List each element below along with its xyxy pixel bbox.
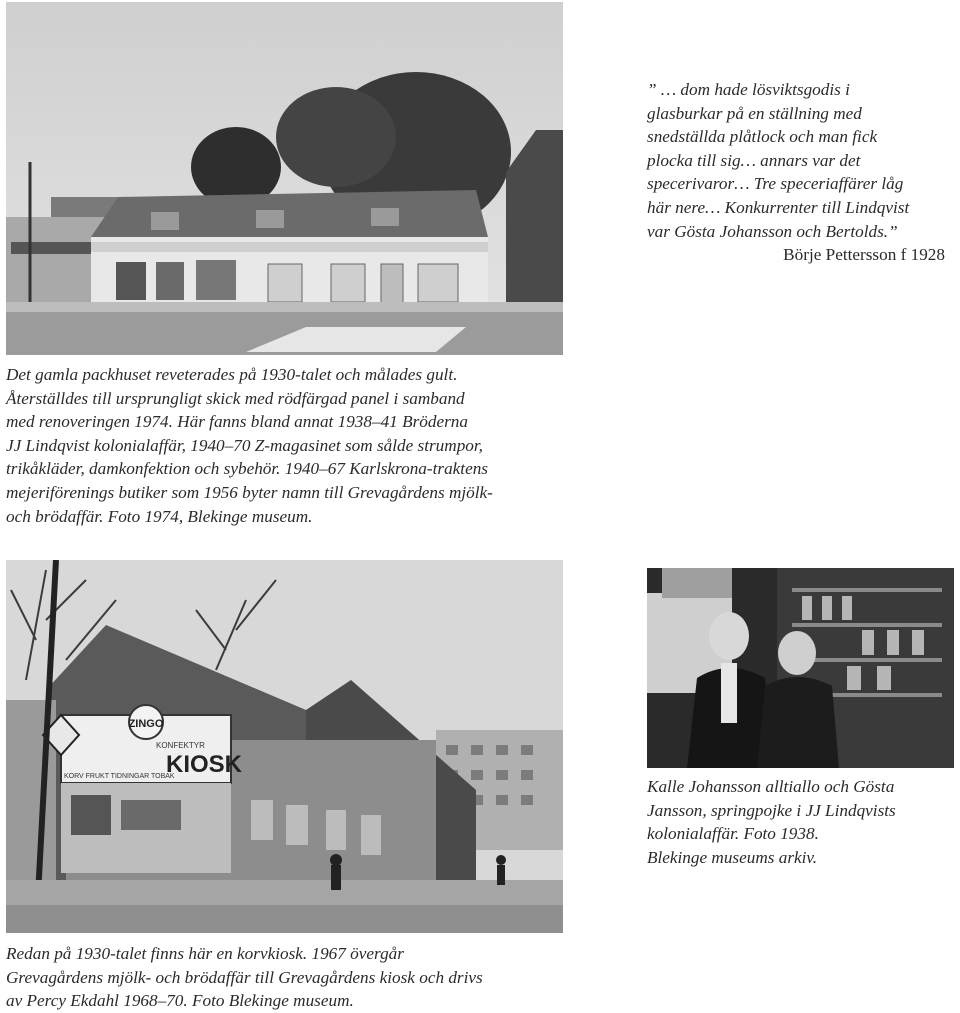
caption-line: med renoveringen 1974. Här fanns bland annat 1938–41 Bröderna xyxy=(6,412,468,432)
quote-block xyxy=(647,78,947,267)
caption-line: Blekinge museums arkiv. xyxy=(647,847,818,867)
caption-line: Jansson, springpojke i JJ Lindqvists xyxy=(647,800,896,820)
quote-author: Börje Pettersson f 1928 xyxy=(783,245,945,265)
quote-line: specerivaror… Tre speceriaffärer låg xyxy=(647,174,904,194)
sign-kiosk: KIOSK xyxy=(166,751,243,778)
caption-line: och brödaffär. Foto 1974, Blekinge museum. xyxy=(6,506,313,526)
caption-line: Återställdes till ursprungligt skick med rödfärgad panel i samband xyxy=(6,388,465,408)
caption-korvkiosk xyxy=(6,942,566,1013)
caption-line: Redan på 1930-talet finns här en korvkiosk. 1967 övergår xyxy=(6,944,404,963)
photo-packhuset-1974 xyxy=(6,2,563,355)
caption-line: av Percy Ekdahl 1968–70. Foto Blekinge museum. xyxy=(6,991,354,1011)
quote-line: var Gösta Johansson och Bertolds.” xyxy=(647,221,898,241)
photo-korvkiosk xyxy=(6,560,563,933)
quote-line: glasburkar på en ställning med xyxy=(647,103,862,123)
quote-line: snedställda plåtlock och man fick xyxy=(647,127,878,147)
caption-line: Det gamla packhuset reveterades på 1930-talet och målades gult. xyxy=(6,365,458,384)
quote-line: plocka till sig… annars var det xyxy=(647,150,861,170)
caption-line: kolonialaffär. Foto 1938. xyxy=(647,824,819,844)
quote-line: här nere… Konkurrenter till Lindqvist xyxy=(647,197,910,217)
caption-two-men xyxy=(647,775,957,869)
caption-line: mejeriförenings butiker som 1956 byter namn till Grevagårdens mjölk- xyxy=(6,482,493,502)
caption-line: JJ Lindqvist kolonialaffär, 1940–70 Z-magasinet som sålde strumpor, xyxy=(6,435,483,455)
sign-kiosk-bottom-row: KORV FRUKT TIDNINGAR TOBAK xyxy=(64,773,175,780)
sign-zingo: ZINGO xyxy=(128,718,164,730)
sign-konfektyr: KONFEKTYR xyxy=(156,741,205,750)
caption-top-photo xyxy=(6,363,566,528)
caption-line: trikåkläder, damkonfektion och sybehör. 1940–67 Karlskrona-traktens xyxy=(6,459,488,479)
caption-line: Grevagårdens mjölk- och brödaffär till Grevagårdens kiosk och drivs xyxy=(6,967,483,987)
quote-line: ” … dom hade lösviktsgodis i xyxy=(647,80,850,99)
caption-line: Kalle Johansson alltiallo och Gösta xyxy=(647,777,895,796)
photo-two-men-1938 xyxy=(647,568,954,768)
